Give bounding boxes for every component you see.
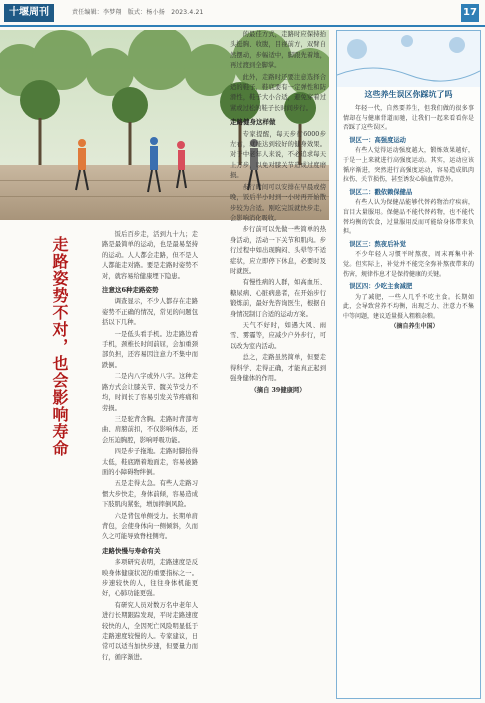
paragraph: 的最佳方式，走路时应保持抬头挺胸、收腹，目视前方，双臂自然摆动，步幅适中，脚跟先着地，再过渡到全脚掌。: [230, 31, 326, 70]
section-heading: 走路快慢与寿命有关: [102, 546, 161, 555]
section-heading: 走路健身这样做: [230, 118, 276, 127]
paragraph: 饭后百步走，活到九十九；走路是最简单的运动，也是最易坚持的运动。人人都会走路，但不是人人都能走对路。要是走路时姿势不对，就容易给健康埋下隐患。: [102, 231, 198, 280]
section-heading: 误区一：高强度运动: [349, 136, 406, 144]
source-credit: （摘自养生中国）: [390, 323, 439, 331]
page-number: 17: [461, 4, 479, 22]
paragraph: 一是低头看手机。边走路边看手机，颈椎长时间前屈，会加重颈部负担，还容易因注意力不集中而跌倒。: [102, 330, 198, 369]
article-column-right: [230, 30, 326, 695]
paragraph: 六是背包单侧受力。长期单肩背包，会使身体向一侧倾斜，久而久之可能导致脊柱侧弯。: [102, 512, 198, 541]
paragraph: 三是驼背含胸。走路时背部弯曲、肩膀前扣，不仅影响体态，还会压迫胸腔，影响呼吸功能。: [102, 415, 198, 444]
section-heading: 误区二：戳依赖保健品: [349, 188, 413, 196]
section-heading: 注意这6种走路姿势: [102, 286, 159, 295]
paragraph: 调查显示，不少人都存在走路姿势不正确的情况，常见的问题包括以下几种。: [102, 298, 198, 327]
paragraph: 五是走得太急。有些人走路习惯大步快走，身体前倾，容易造成下肢肌肉紧张，增加摔倒风险。: [102, 480, 198, 509]
paragraph: 多项研究表明，走路速度是反映身体健康状况的重要指标之一。步速较快的人，往往身体机能更好，心肺功能更强。: [102, 559, 198, 598]
paragraph: 此外，走路时还要注意选择合适的鞋子，鞋底要有一定弹性和防滑性，鞋子大小合适，避免穿着过紧或过松的鞋子长时间步行。: [230, 73, 326, 112]
page-header: [0, 0, 485, 28]
sidebar-heading: 这些养生误区你踩坑了吗: [364, 89, 453, 99]
paragraph: 有研究人员对数万名中老年人进行长期跟踪发现，平时走路速度较快的人，全因死亡风险明显低于走路速度较慢的人。专家建议，日常可以适当加快步速，但要量力而行，循序渐进。: [102, 601, 198, 661]
paragraph: 不少年轻人习惯平时熬夜，周末再集中补觉。但实际上，补觉并不能完全弥补熬夜带来的伤害，规律作息才是保持健康的关键。: [343, 251, 474, 278]
paragraph: 有慢性病的人群，如高血压、糖尿病、心脏病患者，在开始步行锻炼前，最好先咨询医生，根据自身情况制订合适的运动方案。: [230, 279, 326, 318]
paragraph: 二是内八字或外八字。这种走路方式会让膝关节、髋关节受力不均，时间长了容易引发关节疼痛和劳损。: [102, 373, 198, 412]
paragraph: 步行时间可以安排在早晨或傍晚，饭后半小时到一小时再开始散步较为合适。刚吃完饭就快步走，会影响消化吸收。: [230, 183, 326, 222]
section-heading: 误区三：熬夜后补觉: [349, 240, 406, 248]
paragraph: 总之，走路虽然简单，但要走得科学、走得正确，才能真正起到强身健体的作用。: [230, 354, 326, 382]
paragraph: 年轻一代，自然要养生，但我们做的很多事情却在与健康背道而驰，让我们一起来看看你是否踩了这些误区。: [343, 105, 474, 132]
source-credit: （摘自 39健康网）: [250, 387, 306, 395]
sidebar-box: [336, 30, 481, 699]
paragraph: 专家提醒，每天步行6000步左右，就能达到较好的健身效果。对于中老年人来说，不必追求每天上万步，以免对膝关节造成过度磨损。: [230, 130, 326, 180]
editor-meta: 责任编辑：李梦翔 版式：杨小扬 2023.4.21: [72, 9, 204, 16]
paragraph: 为了减肥，一些人几乎不吃主食。长期如此，会导致营养不均衡，出现乏力、注意力不集中等问题，建议适量摄入粗粮杂粮。: [343, 293, 474, 320]
paragraph: 天气不好时，如遇大风、雨雪、雾霾等，应减少户外步行，可以改为室内活动。: [230, 321, 326, 350]
section-heading: 误区四：少吃主食减肥: [349, 283, 413, 291]
sidebar-body: [337, 104, 480, 332]
article-column-left: [102, 230, 198, 695]
paragraph: 步行前可以先做一些简单的热身活动，活动一下关节和肌肉。步行过程中如出现胸闷、头晕等不适症状，应立即停下休息，必要时及时就医。: [230, 226, 326, 275]
paragraph: 有些人认为保健品能够代替药物治疗疾病，盲目大量服用。保健品不能代替药物，也不能代替均衡的饮食，过量服用反而可能给身体带来负担。: [343, 199, 474, 236]
header-rule: [0, 25, 485, 27]
paragraph: 四是步子拖地。走路时脚抬得太低，鞋底蹭着地面走，容易被路面的小障碍物绊倒。: [102, 448, 198, 476]
sidebar-decoration: [337, 31, 480, 87]
paragraph: 有些人觉得运动强度越大，锻炼效果越好，于是一上来就进行高强度运动。其实，运动应该循序渐进，突然进行高强度运动，容易造成肌肉拉伤、关节损伤，甚至诱发心脑血管意外。: [343, 147, 474, 184]
masthead: 十堰周刊: [4, 4, 54, 22]
article-title: 走路姿势不对，也会影响寿命: [50, 236, 69, 457]
